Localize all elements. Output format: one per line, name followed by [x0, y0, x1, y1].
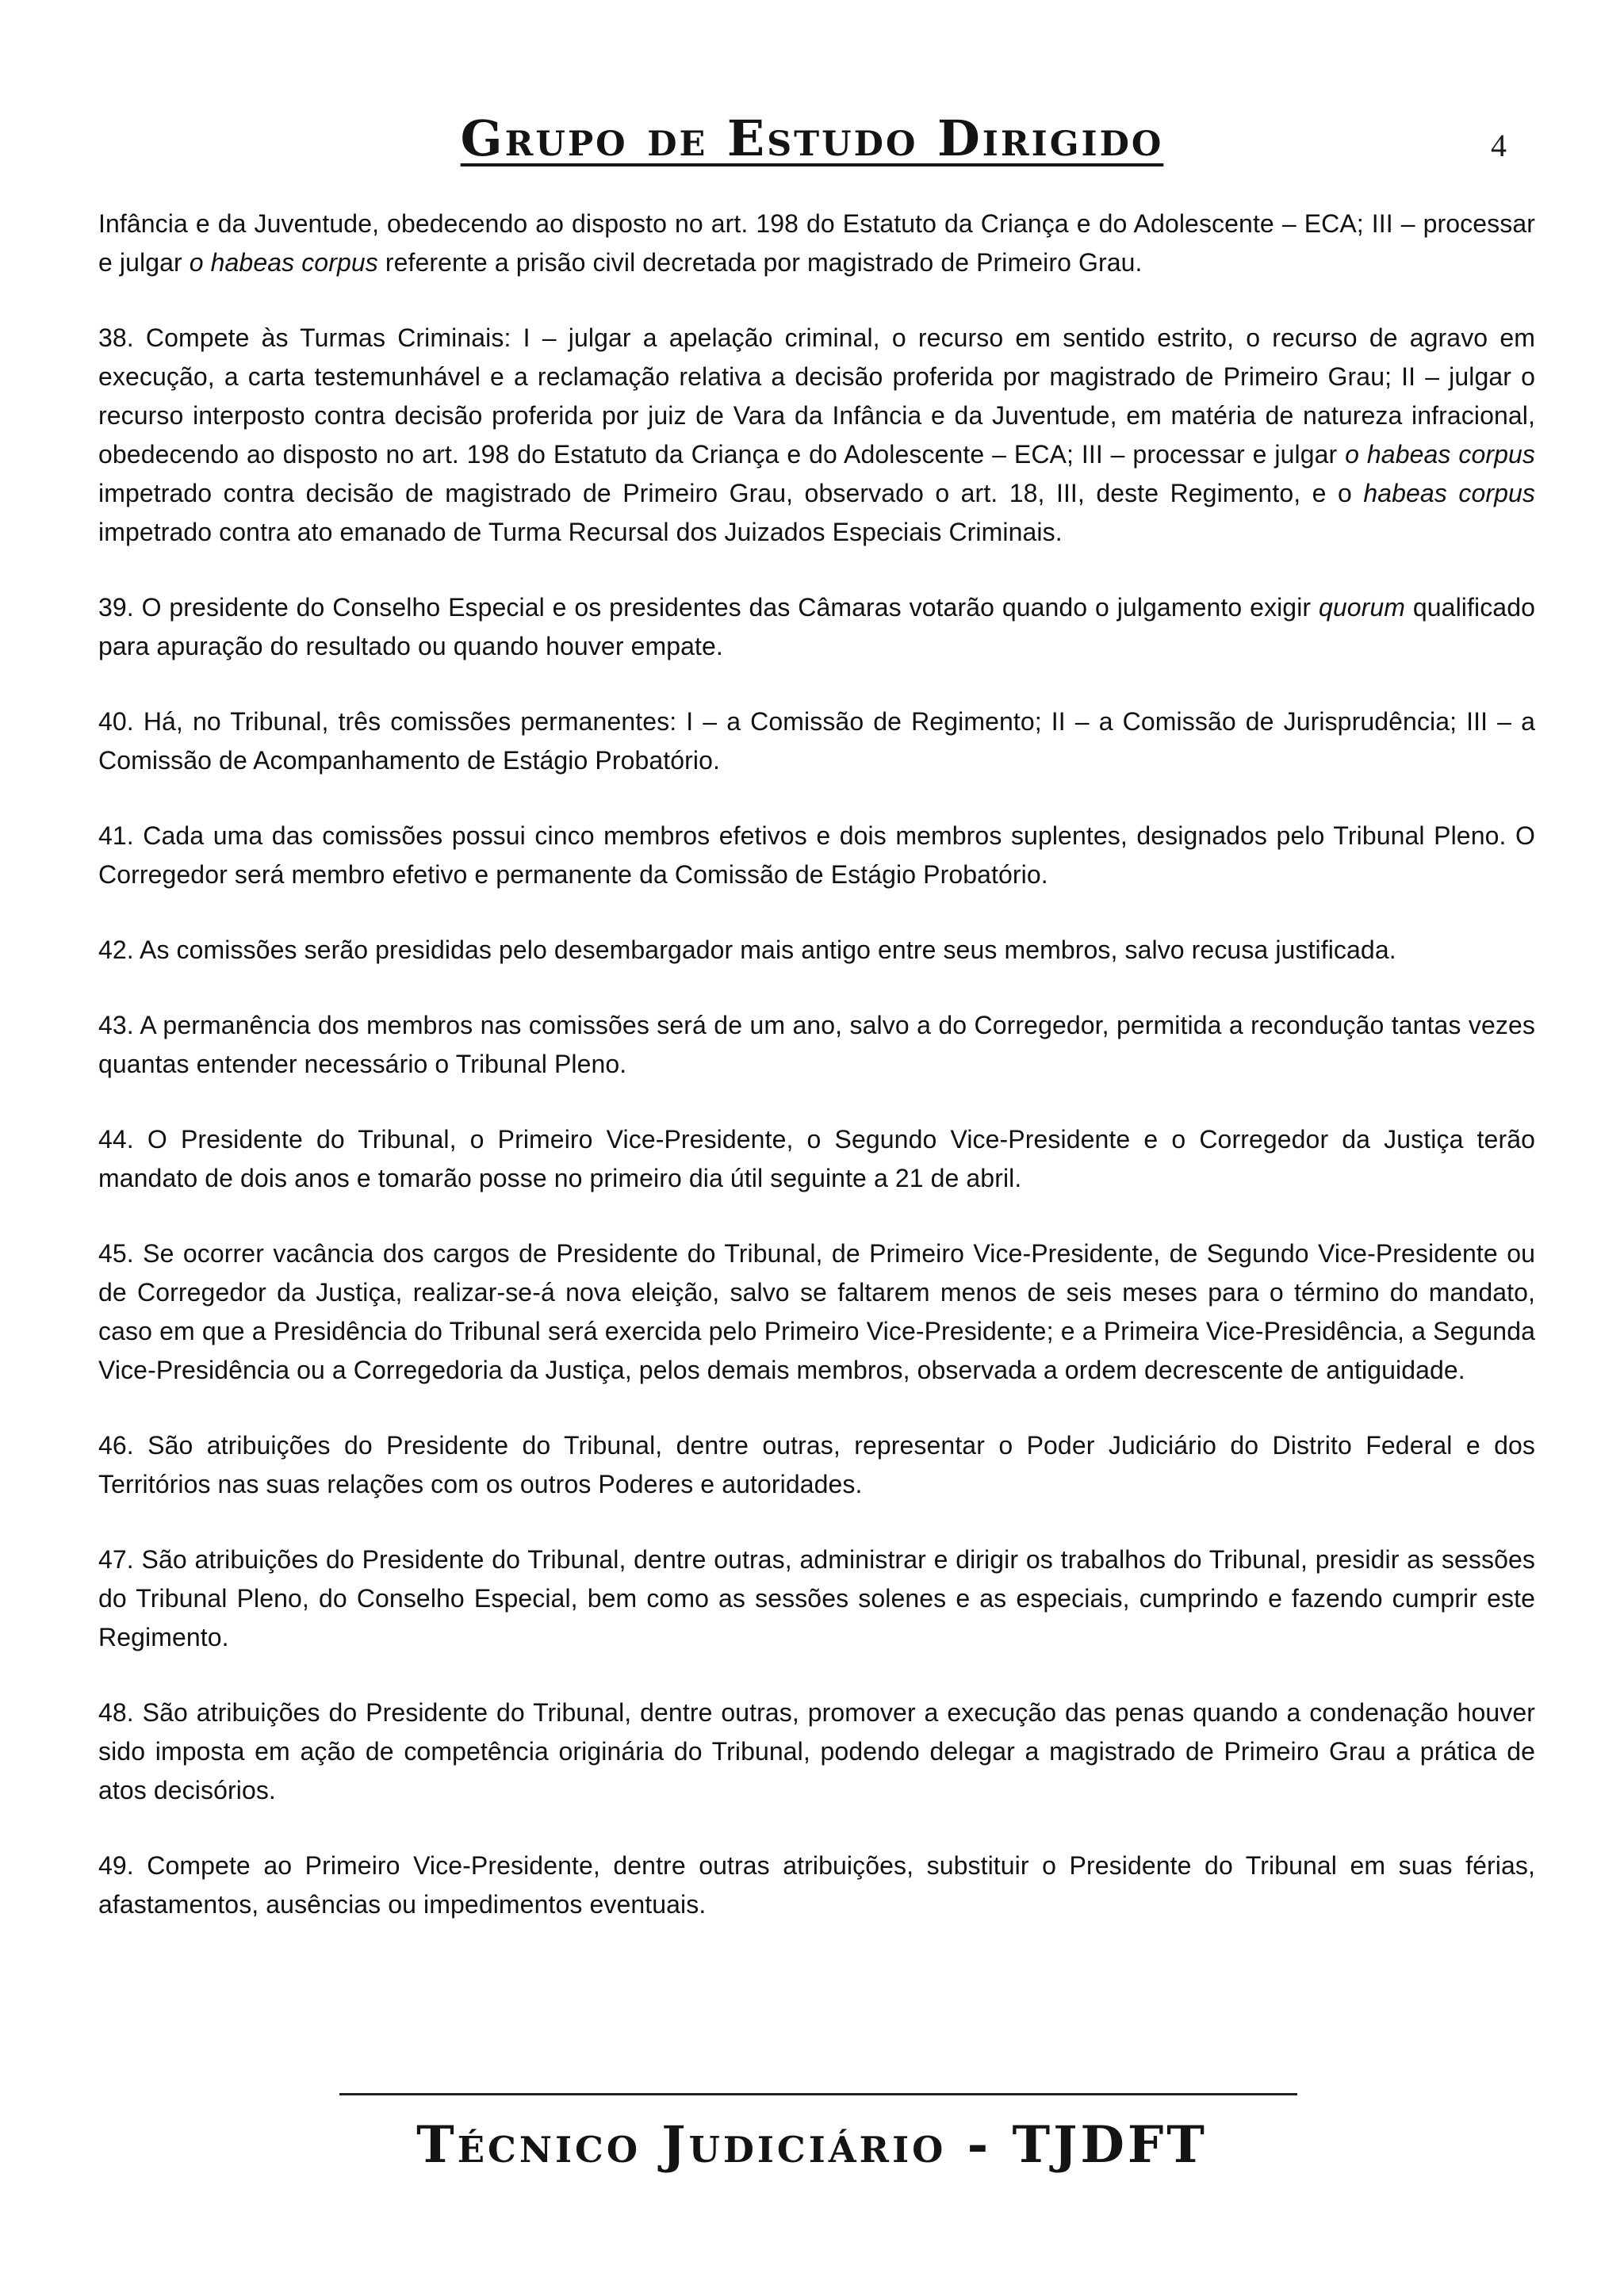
paragraph: [98, 931, 1535, 970]
paragraph: [98, 1540, 1535, 1657]
footer-title: Técnico Judiciário - TJDFT: [416, 2115, 1208, 2175]
text-run: 44. O Presidente do Tribunal, o Primeiro Vice-Presidente, o Segundo Vice-Presidente e o Corregedor da Justiça terão mandato de dois anos e tomarão posse no primeiro dia útil seguinte a 21 de abril.: [98, 1125, 1535, 1192]
text-run: 49. Compete ao Primeiro Vice-Presidente, dentre outras atribuições, substituir o Presidente do Tribunal em suas férias, afastamentos, ausências ou impedimentos eventuais.: [98, 1851, 1535, 1919]
text-run: 41. Cada uma das comissões possui cinco membros efetivos e dois membros suplentes, designados pelo Tribunal Pleno. O Corregedor será membro efetivo e permanente da Comissão de Estágio Probatório.: [98, 821, 1535, 889]
text-run: 48. São atribuições do Presidente do Tribunal, dentre outras, promover a execução das penas quando a condenação houver sido imposta em ação de competência originária do Tribunal, podendo delegar a magistrado de Primeiro Grau a prática de atos decisórios.: [98, 1698, 1535, 1804]
paragraph: [98, 205, 1535, 282]
paragraph: [98, 817, 1535, 894]
italic-term: o habeas corpus: [189, 248, 378, 277]
text-run: 47. São atribuições do Presidente do Tribunal, dentre outras, administrar e dirigir os trabalhos do Tribunal, presidir as sessões do Tribunal Pleno, do Conselho Especial, bem como as sessões solenes e as especiais, cumprindo e fazendo cumprir este Regimento.: [98, 1545, 1535, 1651]
paragraph: [98, 1006, 1535, 1084]
text-run: qualificado para apuração do resultado ou quando houver empate.: [98, 593, 1535, 660]
text-run: impetrado contra ato emanado de Turma Recursal dos Juizados Especiais Criminais.: [98, 518, 1063, 546]
text-run: Infância e da Juventude, obedecendo ao disposto no art. 198 do Estatuto da Criança e do Adolescente – ECA; III – processar e julgar: [98, 209, 1535, 277]
paragraph: [98, 1426, 1535, 1504]
paragraph: [98, 1234, 1535, 1390]
text-run: 42. As comissões serão presididas pelo desembargador mais antigo entre seus membros, salvo recusa justificada.: [98, 936, 1396, 964]
page-number: 4: [1491, 128, 1507, 163]
paragraph: [98, 319, 1535, 552]
italic-term: quorum: [1318, 593, 1406, 622]
text-run: referente a prisão civil decretada por magistrado de Primeiro Grau.: [377, 248, 1143, 277]
page-title: Grupo de Estudo Dirigido: [460, 109, 1164, 167]
page-header: [0, 109, 1624, 181]
text-run: 39. O presidente do Conselho Especial e os presidentes das Câmaras votarão quando o julgamento exigir: [98, 593, 1319, 622]
paragraph: [98, 588, 1535, 666]
document-body: [98, 205, 1535, 1961]
text-run: 45. Se ocorrer vacância dos cargos de Presidente do Tribunal, de Primeiro Vice-Presidente, de Segundo Vice-Presidente ou de Corregedor da Justiça, realizar-se-á nova eleição, salvo se faltarem menos de seis meses para o término do mandato, caso em que a Presidência do Tribunal será exercida pelo Primeiro Vice-Presidente; e a Primeira Vice-Presidência, a Segunda Vice-Presidência ou a Corregedoria da Justiça, pelos demais membros, observada a ordem decrescente de antiguidade.: [98, 1239, 1535, 1384]
italic-term: habeas corpus: [1363, 479, 1535, 507]
text-run: 40. Há, no Tribunal, três comissões permanentes: I – a Comissão de Regimento; II – a Comissão de Jurisprudência; III – a Comissão de Acompanhamento de Estágio Probatório.: [98, 707, 1535, 775]
paragraph: [98, 702, 1535, 780]
text-run: 43. A permanência dos membros nas comissões será de um ano, salvo a do Corregedor, permitida a recondução tantas vezes quantas entender necessário o Tribunal Pleno.: [98, 1011, 1535, 1078]
paragraph: [98, 1693, 1535, 1810]
text-run: impetrado contra decisão de magistrado de Primeiro Grau, observado o art. 18, III, deste Regimento, e o: [98, 479, 1364, 507]
italic-term: o habeas corpus: [1345, 440, 1535, 469]
text-run: 38. Compete às Turmas Criminais: I – julgar a apelação criminal, o recurso em sentido estrito, o recurso de agravo em execução, a carta testemunhável e a reclamação relativa a decisão proferida por magistrado de Primeiro Grau; II – julgar o recurso interposto contra decisão proferida por juiz de Vara da Infância e da Juventude, em matéria de natureza infracional, obedecendo ao disposto no art. 198 do Estatuto da Criança e do Adolescente – ECA; III – processar e julgar: [98, 323, 1535, 469]
text-run: 46. São atribuições do Presidente do Tribunal, dentre outras, representar o Poder Judiciário do Distrito Federal e dos Territórios nas suas relações com os outros Poderes e autoridades.: [98, 1431, 1535, 1498]
paragraph: [98, 1120, 1535, 1198]
paragraph: [98, 1846, 1535, 1924]
footer-divider: [339, 2093, 1297, 2095]
